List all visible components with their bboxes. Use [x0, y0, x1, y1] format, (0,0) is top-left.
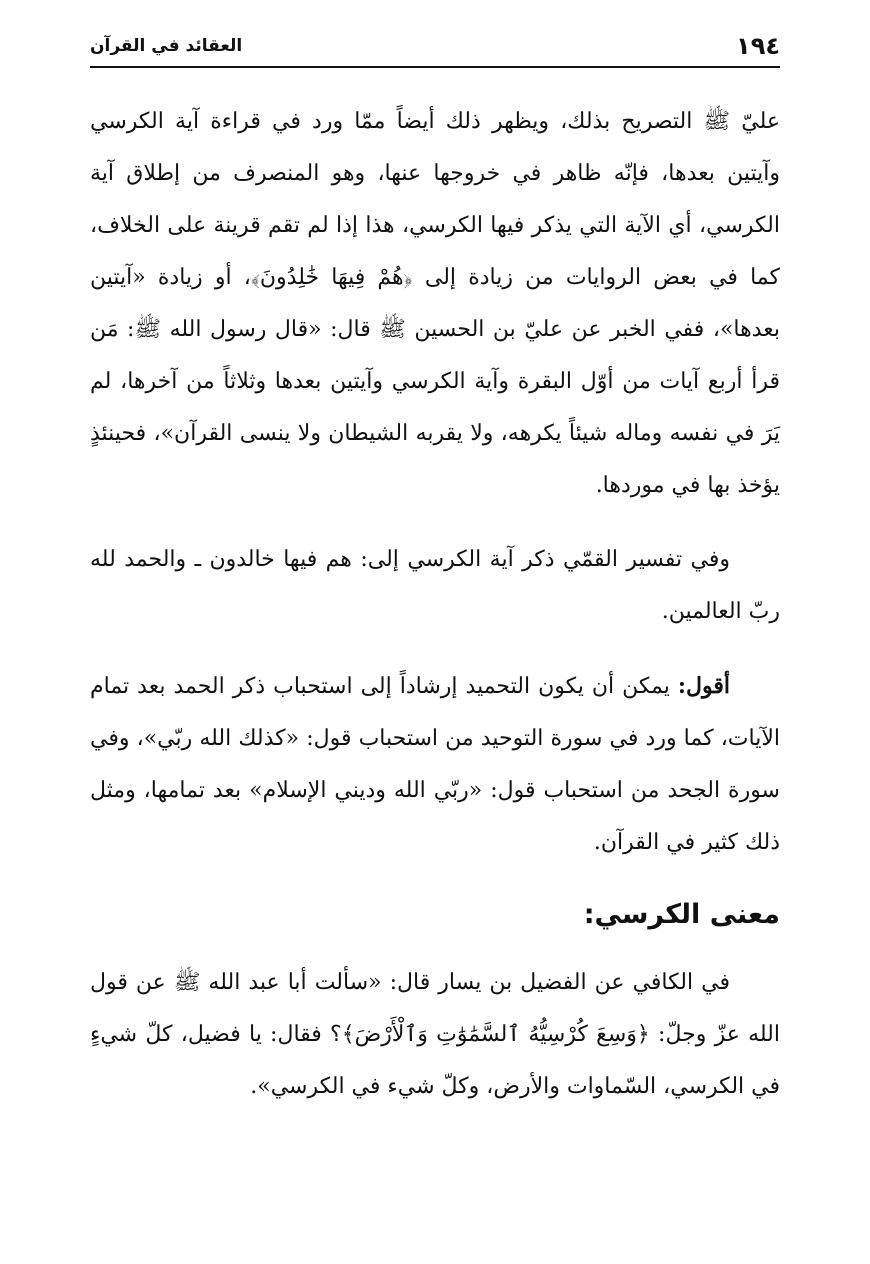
- page-number: ١٩٤: [736, 32, 780, 60]
- page-body: [90, 96, 780, 1135]
- book-title: العقائد في القرآن: [90, 36, 243, 56]
- paragraph-tafsir-qummi: وفي تفسير القمّي ذكر آية الكرسي إلى: هم فيها خالدون ـ والحمد لله ربّ العالمين.: [90, 547, 780, 624]
- paragraph-ayat-al-kursi-scope: عليّ ﷺ التصريح بذلك، ويظهر ذلك أيضاً ممّا ورد في قراءة آية الكرسي وآيتين بعدها، فإنّه ظاهر في خروجها عنها، وهو المنصرف من إطلاق آية الكرسي، أي الآية التي يذكر فيها الكرسي، هذا إذا لم تقم قرينة على الخلاف، كما في بعض الروايات من زيادة إلى ﴿هُمْ فِيهَا خَٰلِدُونَ﴾، أو زيادة «آيتين بعدها»، ففي الخبر عن عليّ بن الحسين ﷺ قال: «قال رسول الله ﷺ: مَن قرأ أربع آيات من أوّل البقرة وآية الكرسي وآيتين بعدها وثلاثاً من آخرها، لم يَرَ في نفسه وماله شيئاً يكرهه، ولا يقربه الشيطان ولا ينسى القرآن»، فحينئذٍ يؤخذ بها في موردها.: [90, 109, 780, 498]
- aqwal-lead: أقول:: [677, 673, 730, 699]
- running-header: [90, 30, 780, 68]
- section-heading: معنى الكرسي:: [583, 899, 780, 930]
- book-page: [90, 0, 780, 1264]
- paragraph-aqwal: [90, 660, 780, 869]
- aqwal-text: يمكن أن يكون التحميد إرشاداً إلى استحباب ذكر الحمد بعد تمام الآيات، كما ورد في سورة التوحيد من استحباب قول: «كذلك الله ربّي»، وفي سورة الجحد من استحباب قول: «ربّي الله وديني الإسلام» بعد تمامها، ومثل ذلك كثير في القرآن.: [90, 674, 780, 855]
- paragraph-kafi-narration: في الكافي عن الفضيل بن يسار قال: «سألت أبا عبد الله ﷺ عن قول الله عزّ وجلّ: ﴿وَسِعَ كُرْسِيُّهُ ٱلسَّمَٰوَٰتِ وَٱلْأَرْضَ﴾؟ فقال: يا فضيل، كلّ شيءٍ في الكرسي، السّماوات والأرض، وكلّ شيء في الكرسي».: [90, 970, 780, 1099]
